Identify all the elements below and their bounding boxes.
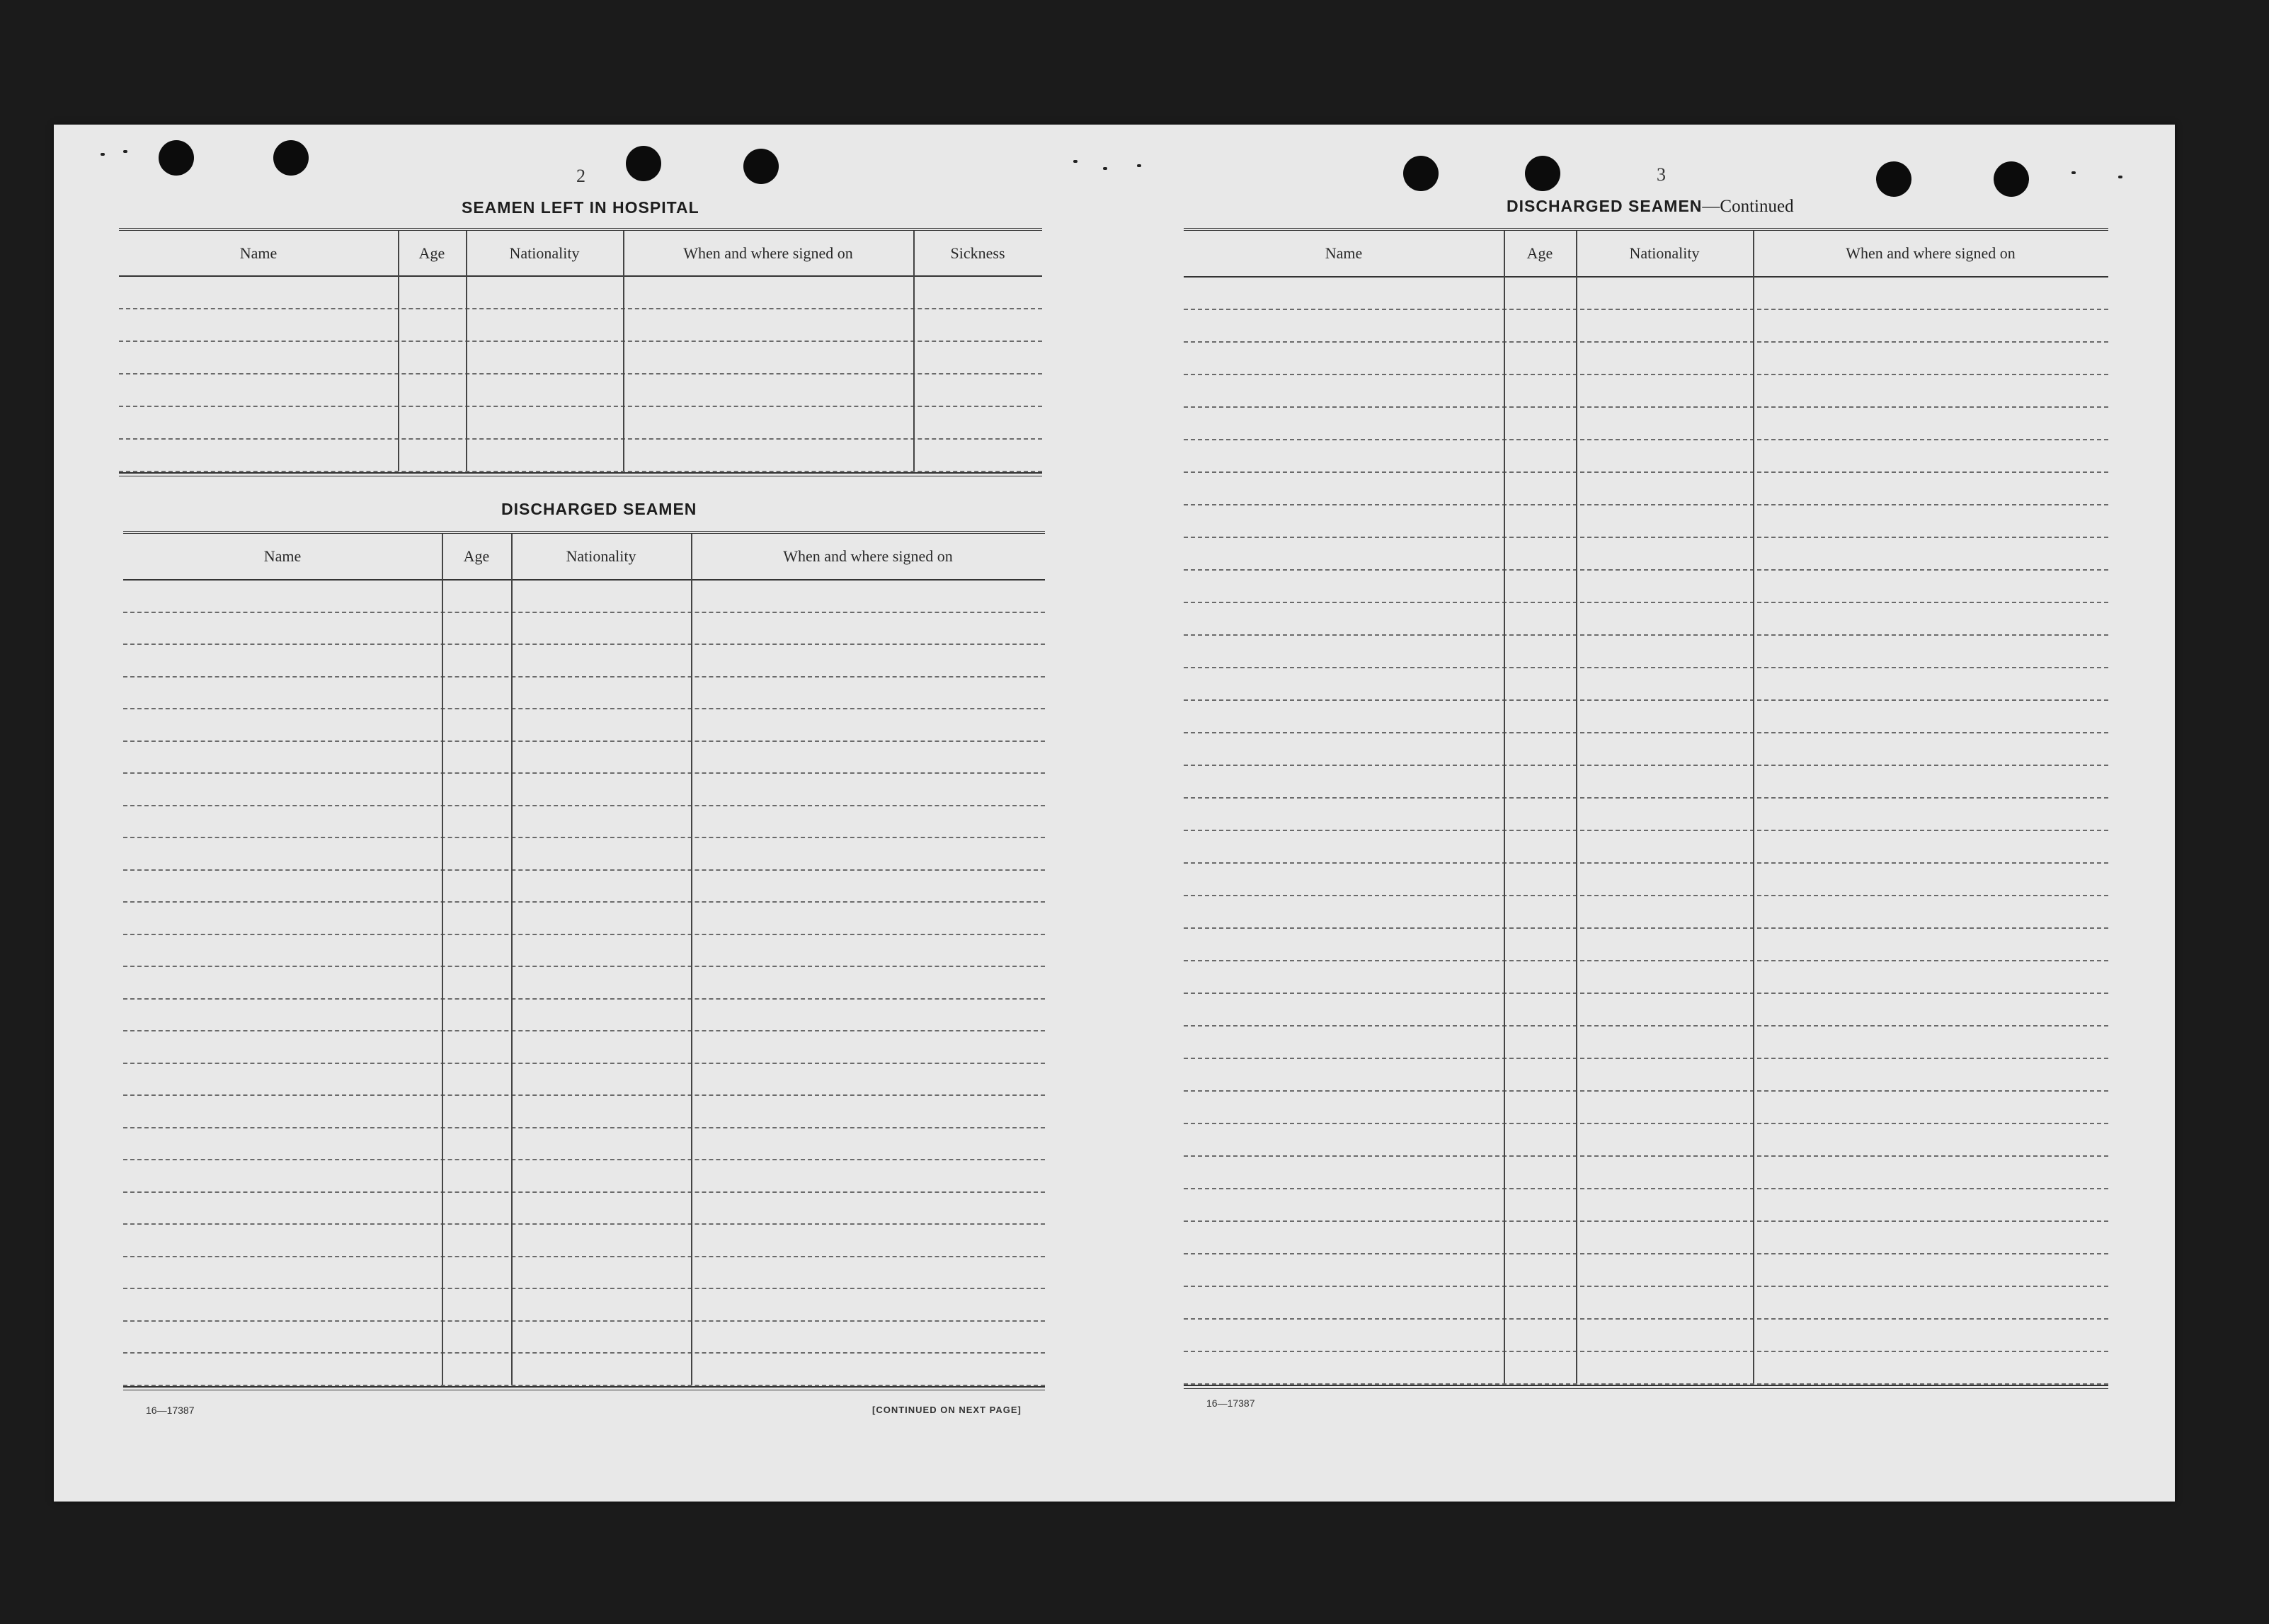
column-divider bbox=[442, 534, 443, 1385]
blank-row-rule bbox=[123, 998, 1045, 1000]
title-main: DISCHARGED SEAMEN bbox=[1507, 197, 1703, 215]
column-divider bbox=[1576, 231, 1577, 1383]
blank-row-rule bbox=[1184, 699, 2108, 701]
blank-row-rule bbox=[123, 837, 1045, 838]
speck bbox=[1073, 160, 1078, 163]
punch-hole bbox=[743, 149, 779, 184]
blank-row-rule bbox=[1184, 797, 2108, 799]
blank-row-rule bbox=[1184, 439, 2108, 440]
discharged-section-title-left: DISCHARGED SEAMEN bbox=[501, 500, 697, 518]
punch-hole bbox=[159, 140, 194, 176]
discharged-table-right-header bbox=[1184, 231, 2108, 278]
blank-row-rule bbox=[123, 1288, 1045, 1289]
speck bbox=[2071, 171, 2076, 174]
table-bottom-rule bbox=[123, 1386, 1045, 1390]
ledger-sheet bbox=[54, 125, 2175, 1502]
blank-row-rule bbox=[123, 1256, 1045, 1257]
column-divider bbox=[1753, 231, 1754, 1383]
blank-row-rule bbox=[1184, 1351, 2108, 1352]
blank-row-rule bbox=[123, 1127, 1045, 1128]
col-header-signed-on: When and where signed on bbox=[783, 547, 953, 565]
blank-row-rule bbox=[1184, 602, 2108, 603]
table-bottom-rule bbox=[1184, 1385, 2108, 1389]
col-header-age: Age bbox=[463, 547, 490, 565]
blank-row-rule bbox=[119, 373, 1042, 374]
blank-row-rule bbox=[1184, 862, 2108, 864]
blank-row-rule bbox=[123, 805, 1045, 806]
blank-row-rule bbox=[1184, 1123, 2108, 1124]
blank-row-rule bbox=[123, 934, 1045, 935]
col-header-sickness: Sickness bbox=[950, 244, 1005, 262]
blank-row-rule bbox=[123, 1094, 1045, 1096]
punch-hole bbox=[1525, 156, 1560, 191]
blank-row-rule bbox=[123, 740, 1045, 742]
blank-row-rule bbox=[123, 869, 1045, 871]
speck bbox=[1103, 167, 1107, 170]
blank-row-rule bbox=[1184, 1188, 2108, 1189]
discharged-continued-title bbox=[1507, 197, 1794, 217]
col-header-name: Name bbox=[239, 244, 278, 262]
blank-row-rule bbox=[1184, 1220, 2108, 1222]
blank-row-rule bbox=[1184, 471, 2108, 473]
column-divider bbox=[398, 231, 399, 471]
blank-row-rule bbox=[123, 772, 1045, 774]
punch-hole bbox=[1994, 161, 2029, 197]
hospital-table-header bbox=[119, 231, 1042, 277]
hospital-section-title: SEAMEN LEFT IN HOSPITAL bbox=[462, 198, 699, 217]
blank-row-rule bbox=[1184, 765, 2108, 766]
blank-row-rule bbox=[119, 438, 1042, 440]
blank-row-rule bbox=[1184, 341, 2108, 343]
blank-row-rule bbox=[1184, 504, 2108, 505]
hospital-table bbox=[119, 228, 1042, 483]
page-number-right: 3 bbox=[1657, 164, 1666, 185]
blank-row-rule bbox=[1184, 1090, 2108, 1092]
blank-row-rule bbox=[1184, 895, 2108, 896]
blank-row-rule bbox=[119, 308, 1042, 309]
speck bbox=[101, 153, 105, 156]
discharged-table-header bbox=[123, 534, 1045, 581]
blank-row-rule bbox=[1184, 667, 2108, 668]
blank-row-rule bbox=[1184, 1286, 2108, 1287]
discharged-table-left bbox=[123, 531, 1045, 1399]
speck bbox=[2118, 176, 2122, 178]
column-divider bbox=[466, 231, 467, 471]
blank-row-rule bbox=[1184, 537, 2108, 538]
blank-row-rule bbox=[119, 406, 1042, 407]
blank-row-rule bbox=[1184, 1318, 2108, 1320]
col-header-signed-on: When and where signed on bbox=[683, 244, 853, 262]
continued-note: [CONTINUED ON NEXT PAGE] bbox=[872, 1405, 1022, 1415]
blank-row-rule bbox=[1184, 309, 2108, 310]
title-suffix: —Continued bbox=[1702, 197, 1794, 216]
blank-row-rule bbox=[1184, 406, 2108, 408]
blank-row-rule bbox=[123, 1352, 1045, 1354]
blank-row-rule bbox=[123, 1159, 1045, 1160]
blank-row-rule bbox=[123, 1223, 1045, 1225]
col-header-age: Age bbox=[1526, 244, 1553, 262]
punch-hole bbox=[1876, 161, 1911, 197]
blank-row-rule bbox=[1184, 960, 2108, 961]
discharged-table-right bbox=[1184, 228, 2108, 1392]
col-header-nationality: Nationality bbox=[566, 547, 636, 565]
blank-row-rule bbox=[123, 966, 1045, 967]
blank-row-rule bbox=[119, 341, 1042, 342]
column-divider bbox=[691, 534, 692, 1385]
blank-row-rule bbox=[123, 1320, 1045, 1322]
col-header-nationality: Nationality bbox=[1629, 244, 1700, 262]
blank-row-rule bbox=[123, 708, 1045, 709]
blank-row-rule bbox=[123, 1191, 1045, 1193]
punch-hole bbox=[1403, 156, 1439, 191]
blank-row-rule bbox=[1184, 569, 2108, 571]
column-divider bbox=[1504, 231, 1505, 1383]
blank-row-rule bbox=[1184, 1155, 2108, 1157]
blank-row-rule bbox=[1184, 927, 2108, 929]
blank-row-rule bbox=[123, 901, 1045, 903]
column-divider bbox=[511, 534, 513, 1385]
blank-row-rule bbox=[1184, 993, 2108, 994]
page-number-left: 2 bbox=[576, 166, 585, 186]
blank-row-rule bbox=[1184, 732, 2108, 733]
blank-row-rule bbox=[123, 612, 1045, 613]
blank-row-rule bbox=[123, 1030, 1045, 1031]
blank-row-rule bbox=[1184, 634, 2108, 636]
speck bbox=[1137, 164, 1141, 167]
column-divider bbox=[913, 231, 915, 471]
speck bbox=[123, 150, 127, 153]
blank-row-rule bbox=[123, 1063, 1045, 1064]
col-header-name: Name bbox=[1325, 244, 1363, 262]
blank-row-rule bbox=[1184, 830, 2108, 831]
blank-row-rule bbox=[123, 676, 1045, 677]
blank-row-rule bbox=[1184, 1058, 2108, 1059]
column-divider bbox=[623, 231, 624, 471]
punch-hole bbox=[626, 146, 661, 181]
col-header-signed-on: When and where signed on bbox=[1846, 244, 2016, 262]
punch-hole bbox=[273, 140, 309, 176]
col-header-name: Name bbox=[263, 547, 302, 565]
form-code-left: 16—17387 bbox=[146, 1405, 195, 1416]
col-header-age: Age bbox=[418, 244, 445, 262]
blank-row-rule bbox=[123, 644, 1045, 645]
blank-row-rule bbox=[1184, 374, 2108, 375]
form-code-right: 16—17387 bbox=[1206, 1397, 1255, 1409]
blank-row-rule bbox=[1184, 1253, 2108, 1254]
blank-row-rule bbox=[1184, 1025, 2108, 1027]
table-bottom-rule bbox=[119, 472, 1042, 476]
col-header-nationality: Nationality bbox=[509, 244, 580, 262]
